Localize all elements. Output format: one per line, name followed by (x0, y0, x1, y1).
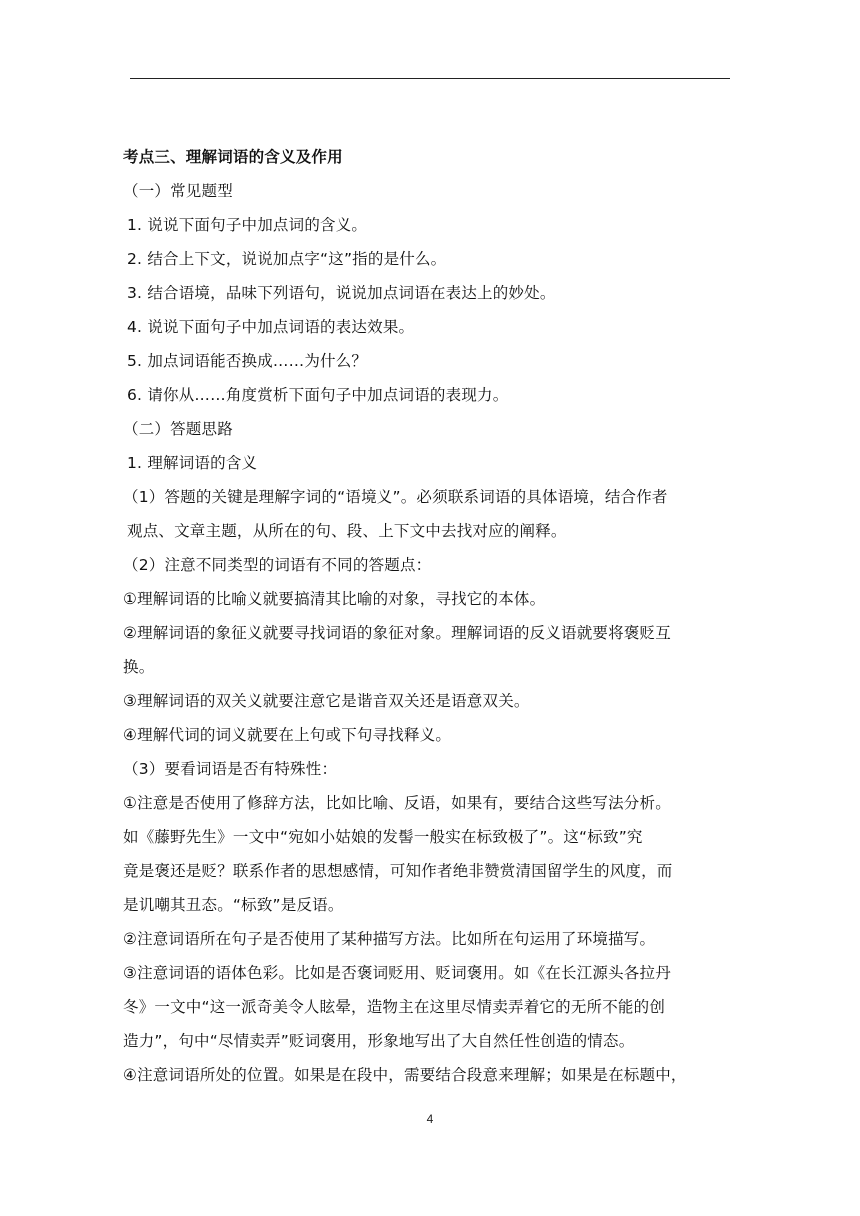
text-line: 2. 结合上下文，说说加点字“这”指的是什么。 (127, 250, 447, 268)
text-line: ②理解词语的象征义就要寻找词语的象征对象。理解词语的反义语就要将褒贬互 (123, 624, 671, 642)
text-line: 造力”，句中“尽情卖弄”贬词褒用，形象地写出了大自然任性创造的情态。 (123, 1032, 635, 1050)
text-line: 观点、文章主题，从所在的句、段、上下文中去找对应的阐释。 (127, 522, 567, 540)
text-line: ①注意是否使用了修辞方法，比如比喻、反语，如果有，要结合这些写法分析。 (123, 794, 671, 812)
document-body (123, 140, 735, 1092)
text-line: （二）答题思路 (123, 420, 233, 438)
text-line: 1. 说说下面句子中加点词的含义。 (127, 216, 368, 234)
text-line: ④理解代词的词义就要在上句或下句寻找释义。 (123, 726, 452, 744)
text-line: 1. 理解词语的含义 (127, 454, 258, 472)
text-line: 换。 (123, 658, 155, 676)
header-rule (130, 78, 730, 79)
text-line: （1）答题的关键是理解字词的“语境义”。必须联系词语的具体语境，结合作者 (123, 488, 668, 506)
page-number: 4 (426, 1112, 434, 1126)
text-line: （一）常见题型 (123, 182, 233, 200)
text-line: 3. 结合语境，品味下列语句，说说加点词语在表达上的妙处。 (127, 284, 556, 302)
text-line: 是讥嘲其丑态。“标致”是反语。 (123, 896, 344, 914)
text-line: （2）注意不同类型的词语有不同的答题点： (123, 556, 432, 574)
text-line: 如《藤野先生》一文中“宛如小姑娘的发髻一般实在标致极了”。这“标致”究 (123, 828, 643, 846)
text-line: 冬》一文中“这一派奇美令人眩晕，造物主在这里尽情卖弄着它的无所不能的创 (123, 998, 666, 1016)
text-line: 5. 加点词语能否换成……为什么？ (127, 352, 368, 370)
text-line: 竟是褒还是贬？联系作者的思想感情，可知作者绝非赞赏清国留学生的风度，而 (123, 862, 673, 880)
text-line: （3）要看词语是否有特殊性： (123, 760, 338, 778)
text-line: ③注意词语的语体色彩。比如是否褒词贬用、贬词褒用。如《在长江源头各拉丹 (123, 964, 671, 982)
text-line: ④注意词语所处的位置。如果是在段中，需要结合段意来理解；如果是在标题中， (123, 1066, 687, 1084)
text-line: 4. 说说下面句子中加点词语的表达效果。 (127, 318, 415, 336)
section-heading: 考点三、理解词语的含义及作用 (123, 148, 343, 166)
text-line: 6. 请你从……角度赏析下面句子中加点词语的表现力。 (127, 386, 509, 404)
text-line: ②注意词语所在句子是否使用了某种描写方法。比如所在句运用了环境描写。 (123, 930, 656, 948)
text-line: ①理解词语的比喻义就要搞清其比喻的对象，寻找它的本体。 (123, 590, 546, 608)
text-line: ③理解词语的双关义就要注意它是谐音双关还是语意双关。 (123, 692, 530, 710)
